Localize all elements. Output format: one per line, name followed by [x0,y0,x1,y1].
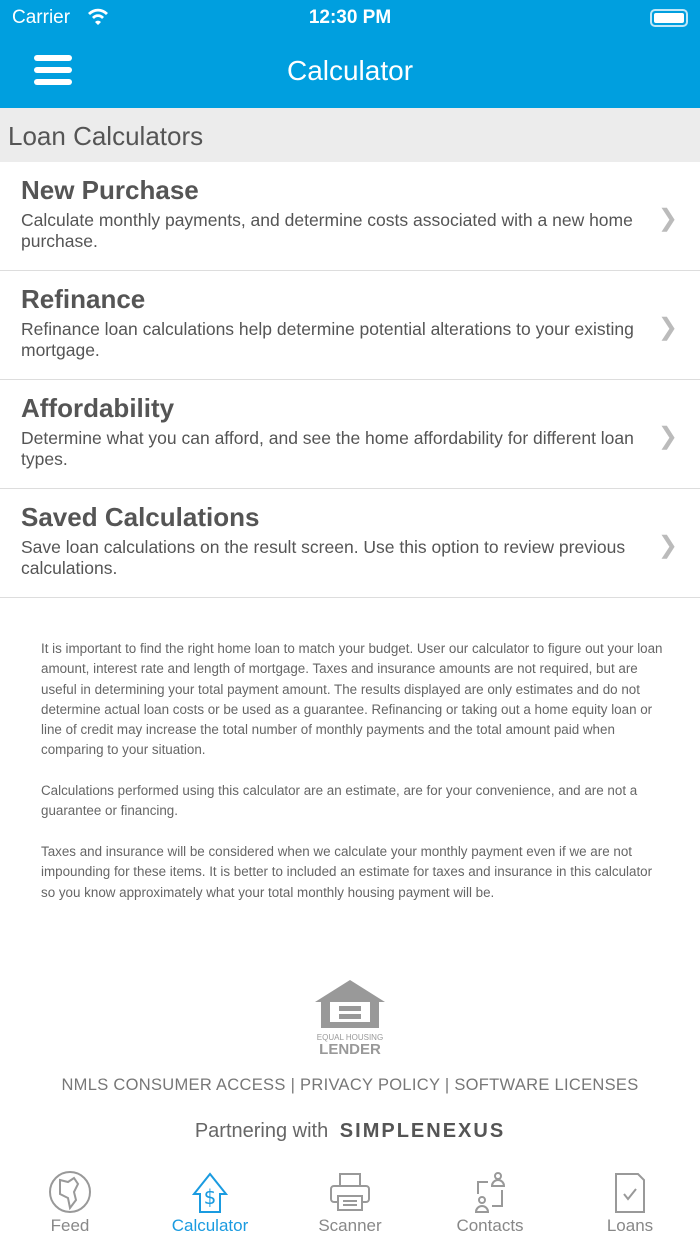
licenses-link[interactable]: SOFTWARE LICENSES [454,1076,639,1094]
item-desc: Determine what you can afford, and see the home affordability for different loan types. [21,428,634,469]
chevron-right-icon: ❯ [657,205,678,232]
tab-loans[interactable] [560,1168,700,1244]
item-desc: Save loan calculations on the result screen. Use this option to review previous calculations. [21,537,626,578]
item-title: Saved Calculations [21,502,260,532]
chevron-right-icon: ❯ [657,423,678,450]
house-icon [313,978,387,1028]
section-header: Loan Calculators [0,108,700,162]
tab-calculator[interactable] [140,1168,280,1244]
top-bar [0,0,700,108]
disclaimer [41,639,666,923]
nmls-link[interactable]: NMLS CONSUMER ACCESS [61,1076,286,1094]
item-title: Refinance [21,284,146,314]
carrier-label: Carrier [12,7,71,28]
partner-line [0,1120,700,1143]
globe-icon [48,1170,92,1214]
separator: | [444,1076,450,1094]
svg-text:$: $ [203,1185,217,1209]
printer-icon [328,1170,372,1214]
separator: | [290,1076,296,1094]
item-title: Affordability [21,393,175,423]
item-desc: Calculate monthly payments, and determine costs associated with a new home purchase. [21,210,633,251]
item-title: New Purchase [21,175,199,205]
equal-housing-lender-logo [312,978,388,1057]
footer-links [0,1076,700,1095]
list-item-refinance[interactable] [0,271,700,380]
simplenexus-logo: SIMPLENEXUS [339,1120,506,1142]
clock: 12:30 PM [308,7,392,28]
tab-label: Contacts [456,1216,524,1235]
tab-feed[interactable] [0,1168,140,1244]
document-check-icon [608,1170,652,1214]
house-dollar-icon [188,1170,232,1214]
item-desc: Refinance loan calculations help determine potential alterations to your existing mortgage. [21,319,634,360]
partner-text: Partnering with [194,1120,329,1142]
list-item-affordability[interactable] [0,380,700,489]
tab-label: Loans [606,1216,654,1235]
disclaimer-paragraph: Taxes and insurance will be considered when we calculate your monthly payment even if we are not impounding for these items. It is better to included an estimate for taxes and insurance in this calculator so you know approximately what your total monthly housing payment will be. [41,843,653,900]
tab-label: Scanner [318,1216,382,1235]
ehl-small: EQUAL HOUSING [316,1033,384,1042]
battery-icon [650,9,688,27]
page-title: Calculator [286,55,414,86]
ehl-big: LENDER [319,1041,381,1058]
disclaimer-paragraph: Calculations performed using this calculator are an estimate, are for your convenience, and are not a guarantee or financing. [41,783,638,819]
tab-scanner[interactable] [280,1168,420,1244]
disclaimer-paragraph: It is important to find the right home loan to match your budget. User our calculator to figure out your loan amount, interest rate and length of mortgage. Taxes and insurance amounts are not required, but are useful in determining your total payment amount. The results displayed are only estimates and do not determine actual loan costs or be used as a guarantee. Refinancing or taking out a home equity loan or line of credit may increase the total number of monthly payments and the total amount paid when comparing to your situation. [41,641,663,758]
calculator-list [0,162,700,598]
contacts-icon [468,1170,512,1214]
tab-bar [0,1168,700,1244]
privacy-link[interactable]: PRIVACY POLICY [300,1076,440,1094]
tab-contacts[interactable] [420,1168,560,1244]
chevron-right-icon: ❯ [657,532,678,559]
list-item-saved-calculations[interactable] [0,489,700,598]
chevron-right-icon: ❯ [657,314,678,341]
list-item-new-purchase[interactable] [0,162,700,271]
tab-label: Feed [50,1216,90,1235]
tab-label: Calculator [171,1216,249,1235]
